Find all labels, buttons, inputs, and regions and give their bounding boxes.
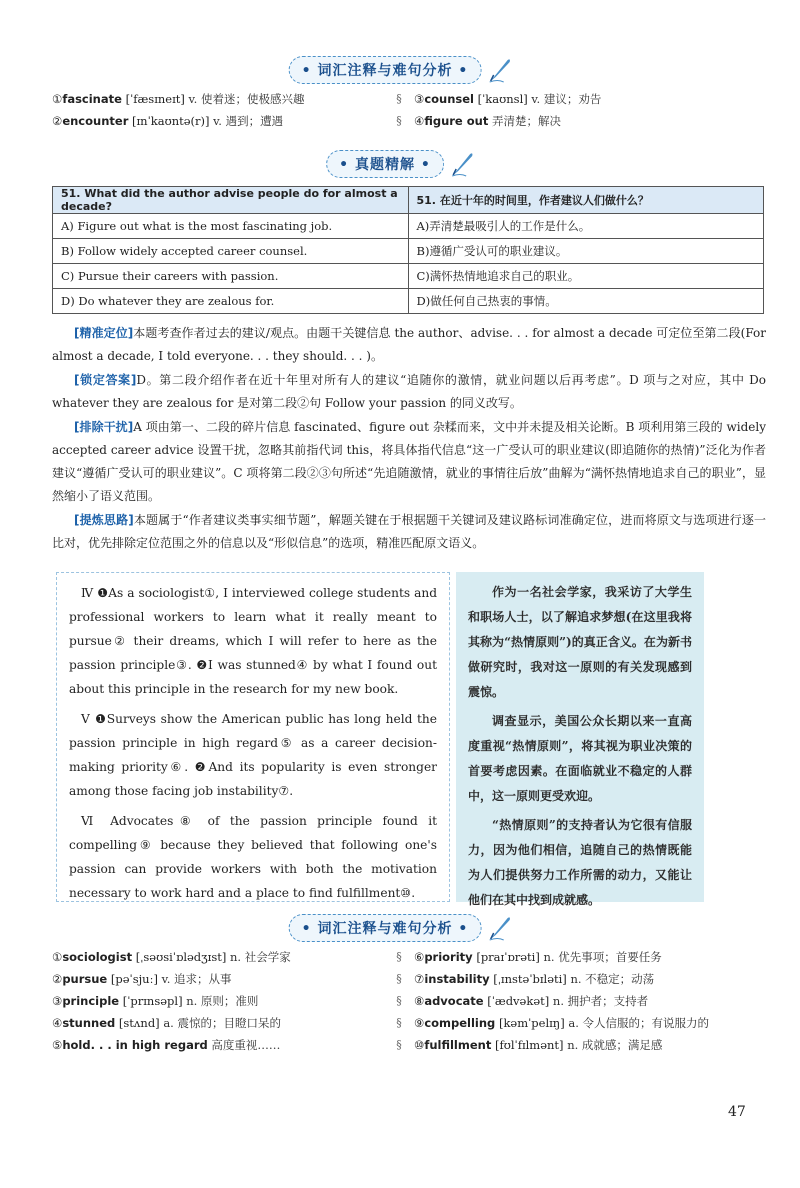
vocab-item: ③principle [ˈprɪnsəpl] n. 原则；准则 (52, 994, 259, 1008)
column-divider: § § (396, 92, 402, 127)
section-banner-solution (326, 150, 474, 178)
column-divider: § § § § § (396, 950, 402, 1051)
vocab-item: ⑦instability [ˌɪnstəˈbɪləti] n. 不稳定；动荡 (414, 972, 655, 986)
passage-paragraph: Ⅵ Advocates⑧ of the passion principle found it compelling⑨ because they believed that following one's passion can provide workers with both the motivation necessary to work hard and a place to find fulfillment⑩. (69, 814, 438, 900)
table-row (53, 264, 764, 289)
quill-icon (450, 151, 474, 177)
page-number: 47 (728, 1104, 746, 1120)
quill-icon (487, 915, 511, 941)
analysis-paragraph: [锁定答案]D。第二段介绍作者在近十年里对所有人的建议“追随你的激情，就业问题以后再考虑”。D 项与之对应，其中 Do whatever they are zealous for 是对第二段②句 Follow your passion 的同义改写。 (52, 373, 766, 410)
option-en: D) Do whatever they are zealous for. (53, 289, 409, 314)
vocab-list-left (52, 88, 305, 132)
table-row (53, 239, 764, 264)
passage-translation (456, 572, 704, 907)
question-cn: 51. 在近十年的时间里，作者建议人们做什么？ (408, 187, 764, 214)
analysis-paragraph: [提炼思路]本题属于“作者建议类事实细节题”，解题关键在于根据题干关键词及建议路标词准确定位，进而将原文与选项进行逐一比对，优先排除定位范围之外的信息以及“形似信息”的选项，精准匹配原文语义。 (52, 513, 766, 550)
option-en: C) Pursue their careers with passion. (53, 264, 409, 289)
vocab-item: ⑧advocate [ˈædvəkət] n. 拥护者；支持者 (414, 994, 649, 1008)
translation-paragraph: “热情原则”的支持者认为它很有信服力，因为他们相信，追随自己的热情既能为人们提供努力工作所需的动力，又能让他们在其中找到成就感。 (468, 818, 692, 907)
question-en: 51. What did the author advise people do for almost a decade? (53, 187, 409, 214)
vocab-item: ⑥priority [praɪˈɒrəti] n. 优先事项；首要任务 (414, 950, 662, 964)
option-cn: A)弄清楚最吸引人的工作是什么。 (408, 214, 764, 239)
option-en: A) Figure out what is the most fascinating job. (53, 214, 409, 239)
option-cn: B)遵循广受认可的职业建议。 (408, 239, 764, 264)
translation-paragraph: 作为一名社会学家，我采访了大学生和职场人士，以了解追求梦想(在这里我将其称为“热情原则”)的真正含义。在为新书做研究时，我对这一原则的有关发现感到震惊。 (468, 585, 692, 699)
vocab-item: ③counsel [ˈkaʊnsl] v. 建议；劝告 (414, 92, 602, 106)
vocab-item: ⑩fulfillment [fʊlˈfɪlmənt] n. 成就感；满足感 (414, 1038, 663, 1052)
question-table (52, 186, 764, 314)
option-en: B) Follow widely accepted career counsel. (53, 239, 409, 264)
quill-icon (487, 57, 511, 83)
vocab-item: ②encounter [ɪnˈkaʊntə(r)] v. 遇到；遭遇 (52, 114, 284, 128)
vocab-list-left (52, 946, 291, 1056)
vocab-list-right (414, 946, 709, 1056)
vocab-list-right (414, 88, 601, 132)
vocab-item: ④stunned [stʌnd] a. 震惊的；目瞪口呆的 (52, 1016, 281, 1030)
banner-title: • 词汇注释与难句分析 • (289, 56, 482, 84)
option-cn: C)满怀热情地追求自己的职业。 (408, 264, 764, 289)
analysis-section (52, 322, 766, 556)
vocab-item: ⑨compelling [kəmˈpelɪŋ] a. 令人信服的；有说服力的 (414, 1016, 710, 1030)
passage-paragraph: Ⅳ ❶As a sociologist①, I interviewed college students and professional workers to learn what it really meant to pursue② their dreams, which I will refer to here as the passion principle③. ❷I was stunned④ by what I found out about this principle in the research for my new book. (69, 586, 438, 696)
vocab-item: ④figure out 弄清楚；解决 (414, 114, 561, 128)
passage-paragraph: Ⅴ ❶Surveys show the American public has long held the passion principle in high regard⑤ as a career decision-making priority⑥. ❷And its popularity is even stronger among those facing job instability⑦. (69, 712, 437, 798)
table-row (53, 289, 764, 314)
table-row (53, 214, 764, 239)
vocab-item: ⑤hold. . . in high regard 高度重视…… (52, 1038, 281, 1052)
section-banner-vocab-bottom (289, 914, 512, 942)
translation-paragraph: 调查显示，美国公众长期以来一直高度重视“热情原则”，将其视为职业决策的首要考虑因素。在面临就业不稳定的人群中，这一原则更受欢迎。 (468, 714, 692, 803)
analysis-paragraph: [排除干扰]A 项由第一、二段的碎片信息 fascinated、figure out 杂糅而来，文中并未提及相关论断。B 项利用第三段的 widely accepted career advice 设置干扰，忽略其前指代词 this，将具体指代信息“这一广受认可的职业建议(即追随你的热情)”泛化为作者建议“遵循广受认可的职业建议”。C 项将第二段②③句所述“先追随激情，就业的事情往后放”曲解为“满怀热情地追求自己的职业”，显然缩小了语义范围。 (52, 420, 766, 503)
analysis-paragraph: [精准定位]本题考查作者过去的建议/观点。由题干关键信息 the author、advise. . . for almost a decade 可定位至第二段(For almost a decade, I told everyone. . . they should. . . )。 (52, 326, 766, 363)
vocab-item: ①sociologist [ˌsəʊsiˈɒlədʒɪst] n. 社会学家 (52, 950, 291, 964)
banner-title: • 真题精解 • (326, 150, 444, 178)
option-cn: D)做任何自己热衷的事情。 (408, 289, 764, 314)
passage-english (56, 572, 450, 902)
banner-title: • 词汇注释与难句分析 • (289, 914, 482, 942)
vocab-item: ①fascinate [ˈfæsɪneɪt] v. 使着迷；使极感兴趣 (52, 92, 305, 106)
vocab-item: ②pursue [pəˈsjuː] v. 追求；从事 (52, 972, 232, 986)
table-header-row (53, 187, 764, 214)
section-banner-vocab-top (289, 56, 512, 84)
